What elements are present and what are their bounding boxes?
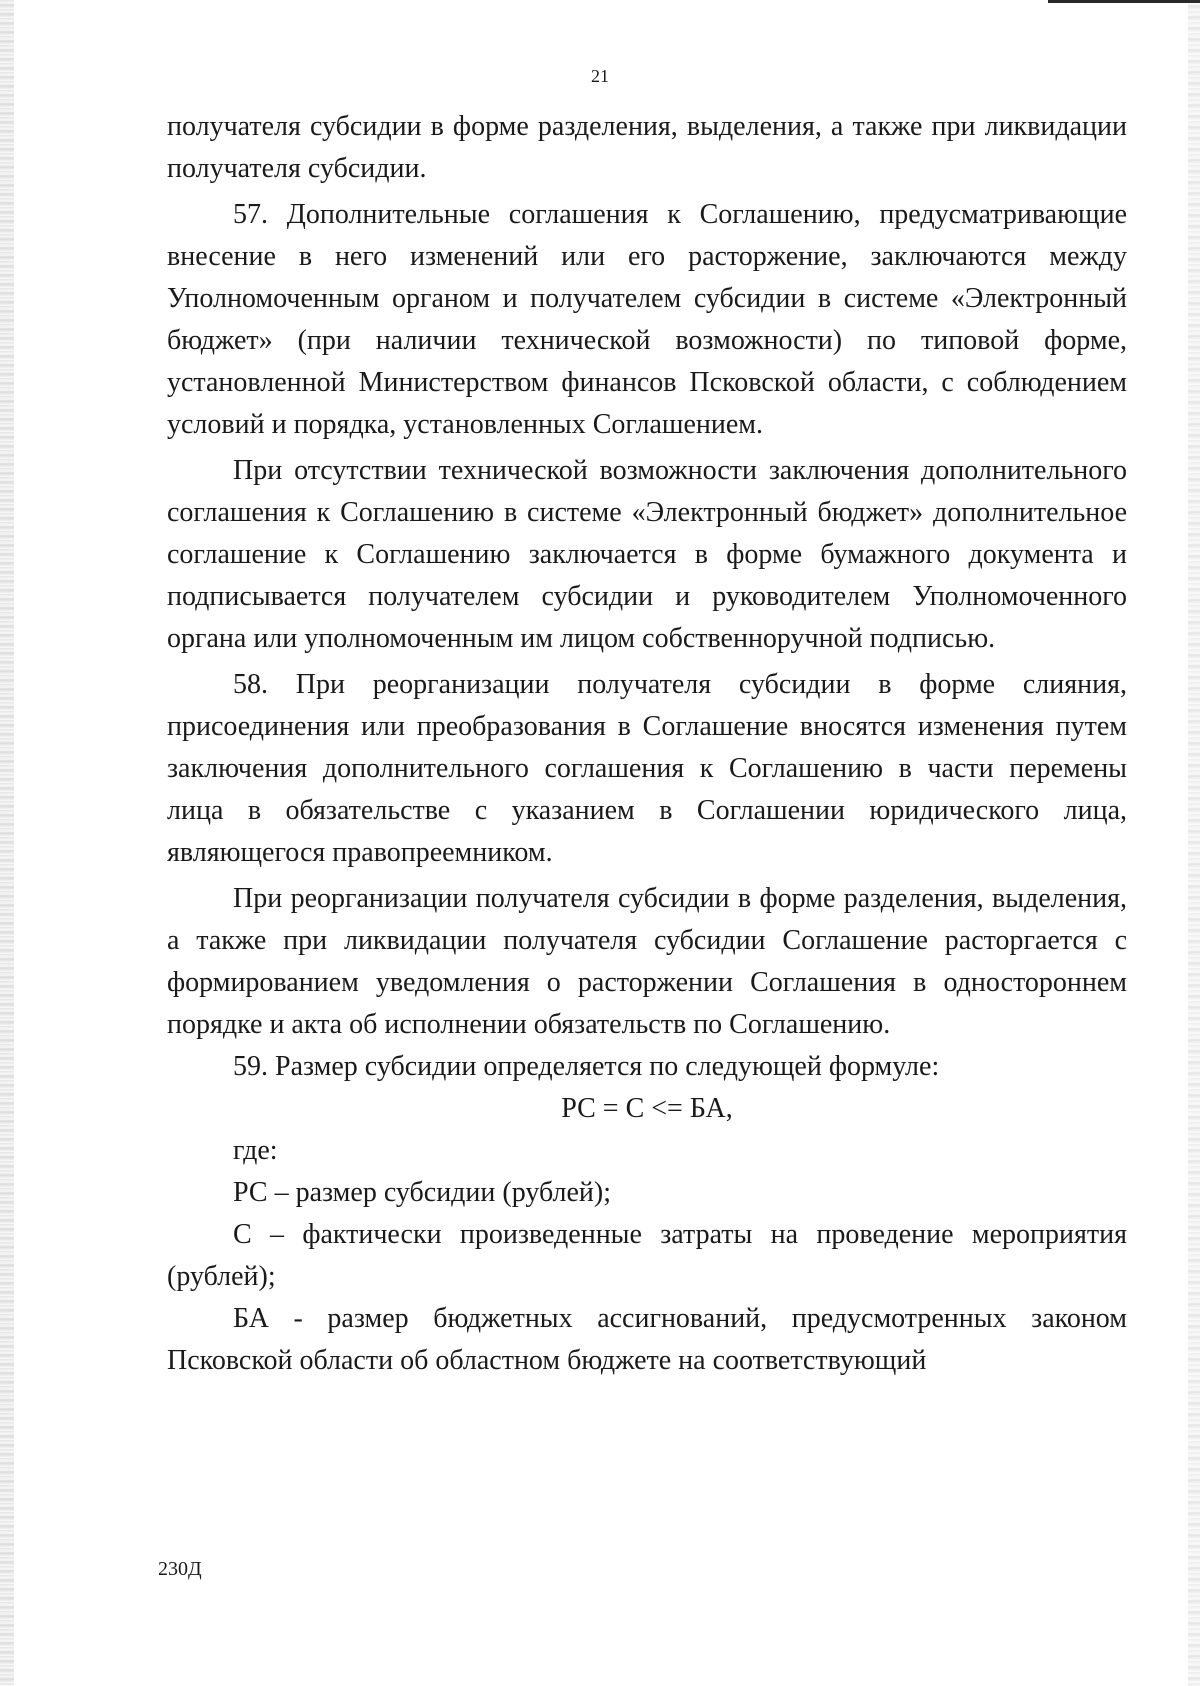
paragraph-reorganization-division: При реорганизации получателя субсидии в форме разделения, выделения, а также при ликвидации получателя субсидии Соглашение расторгается с формированием уведомления о расторжении Соглашения в одностороннем порядке и акта об исполнении обязательств по Соглашению.: [167, 883, 1127, 1040]
definition-ba: БА - размер бюджетных ассигнований, предусмотренных законом Псковской области об областном бюджете на соответствующий: [167, 1303, 1127, 1376]
footer-document-code: 230Д: [158, 1558, 202, 1580]
scan-edge-right: [1188, 0, 1200, 1686]
scan-edge-left: [0, 0, 14, 1686]
formula-where: где:: [233, 1135, 278, 1166]
formula: РС = С <= БА,: [561, 1093, 733, 1124]
paragraph-59: 59. Размер субсидии определяется по следующей формуле:: [233, 1051, 940, 1082]
definition-rs: РС – размер субсидии (рублей);: [233, 1177, 612, 1208]
document-body: [167, 106, 1127, 1382]
paragraph-no-technical-possibility: При отсутствии технической возможности заключения дополнительного соглашения к Соглашению в системе «Электронный бюджет» дополнительное соглашение к Соглашению заключается в форме бумажного документа и подписывается получателем субсидии и руководителем Уполномоченного органа или уполномоченным им лицом собственноручной подписью.: [167, 455, 1127, 654]
paragraph-57: 57. Дополнительные соглашения к Соглашению, предусматривающие внесение в него изменений или его расторжение, заключаются между Уполномоченным органом и получателем субсидии в системе «Электронный бюджет» (при наличии технической возможности) по типовой форме, установленной Министерством финансов Псковской области, с соблюдением условий и порядка, установленных Соглашением.: [167, 199, 1127, 440]
paragraph-58: 58. При реорганизации получателя субсидии в форме слияния, присоединения или преобразования в Соглашение вносятся изменения путем заключения дополнительного соглашения к Соглашению в части перемены лица в обязательстве с указанием в Соглашении юридического лица, являющегося правопреемником.: [167, 669, 1127, 868]
top-rule: [1048, 0, 1200, 3]
page-number: 21: [591, 66, 609, 86]
paragraph-continuation: получателя субсидии в форме разделения, выделения, а также при ликвидации получателя субсидии.: [167, 111, 1127, 184]
definition-c: С – фактически произведенные затраты на проведение мероприятия (рублей);: [167, 1219, 1127, 1292]
